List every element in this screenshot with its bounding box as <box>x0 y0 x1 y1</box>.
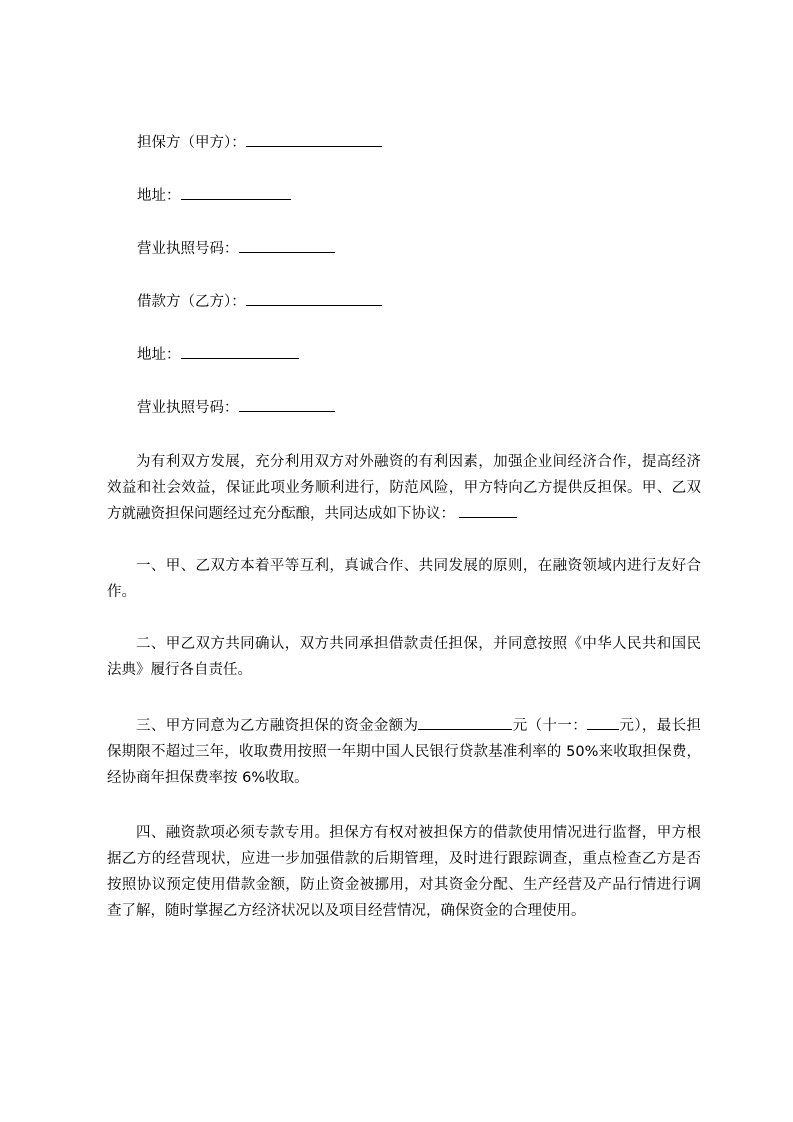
guarantor-blank[interactable] <box>246 131 382 147</box>
guarantor-address-field <box>137 184 291 206</box>
borrower-address-blank[interactable] <box>181 343 299 359</box>
amount-words-blank[interactable] <box>587 715 619 730</box>
guarantor-field <box>137 131 382 153</box>
borrower-address-field <box>137 343 299 365</box>
borrower-label: 借款方（乙方）： <box>137 294 246 310</box>
preamble-blank[interactable] <box>459 503 517 518</box>
borrower-license-label: 营业执照号码： <box>137 400 239 416</box>
clause-1-text: 一、甲、乙双方本着平等互利，真诚合作、共同发展的原则，在融资领域内进行友好合作。 <box>107 558 701 600</box>
borrower-license-blank[interactable] <box>239 396 335 412</box>
guarantor-license-label: 营业执照号码： <box>137 241 239 257</box>
guarantor-license-field <box>137 237 335 259</box>
clause-2-text: 二、甲乙双方共同确认，双方共同承担借款责任担保，并同意按照《中华人民共和国民法典》履行各自责任。 <box>107 636 701 678</box>
guarantor-address-label: 地址： <box>137 188 181 204</box>
guarantor-label: 担保方（甲方）： <box>137 135 246 151</box>
clause-3-text-part2: 元（十一： <box>512 718 588 734</box>
borrower-blank[interactable] <box>246 290 382 306</box>
borrower-field <box>137 290 382 312</box>
amount-blank[interactable] <box>418 715 512 730</box>
clause-3 <box>107 713 701 791</box>
clause-2 <box>107 631 701 683</box>
clause-4 <box>107 820 701 924</box>
guarantor-license-blank[interactable] <box>239 237 335 253</box>
borrower-license-field <box>137 396 335 418</box>
guarantor-address-blank[interactable] <box>181 184 291 200</box>
clause-3-text-part1: 三、甲方同意为乙方融资担保的资金金额为 <box>136 718 419 734</box>
preamble-paragraph <box>107 449 701 527</box>
preamble-text: 为有利双方发展，充分利用双方对外融资的有利因素，加强企业间经济合作，提高经济效益和社会效益，保证此项业务顺利进行，防范风险，甲方特向乙方提供反担保。甲、乙双方就融资担保问题经过充分酝酿，共同达成如下协议： <box>107 454 701 522</box>
clause-4-text: 四、融资款项必须专款专用。担保方有权对被担保方的借款使用情况进行监督，甲方根据乙方的经营现状，应进一步加强借款的后期管理，及时进行跟踪调查，重点检查乙方是否按照协议预定使用借款金额，防止资金被挪用，对其资金分配、生产经营及产品行情进行调查了解，随时掌握乙方经济状况以及项目经营情况，确保资金的合理使用。 <box>107 825 701 919</box>
borrower-address-label: 地址： <box>137 347 181 363</box>
clause-3-text-part3: 元），最长担保期限不超过三年，收取费用按照一年期中国人民银行贷款基准利率的 50%来收取担保费，经协商年担保费率按 6%收取。 <box>107 718 702 786</box>
clause-1 <box>107 553 701 605</box>
